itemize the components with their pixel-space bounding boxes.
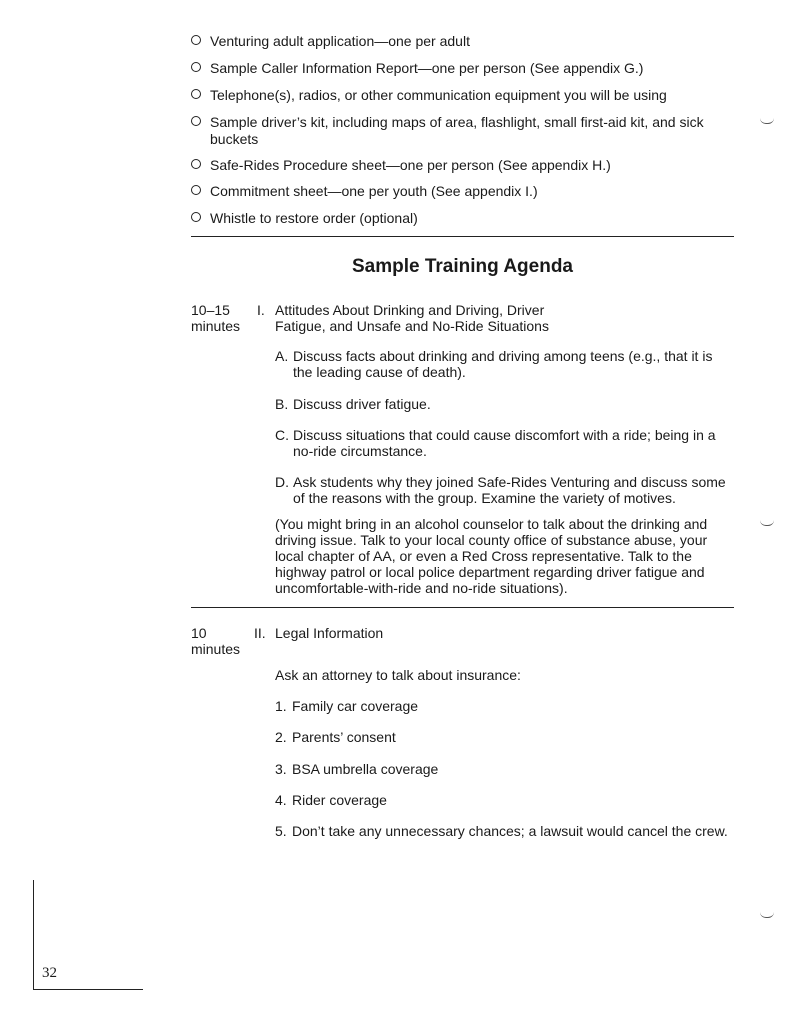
numbered-item — [275, 761, 745, 777]
checklist-item — [191, 183, 731, 200]
item-text: Family car coverage — [292, 698, 419, 714]
item-text: Rider coverage — [292, 792, 387, 808]
page-number: 32 — [42, 965, 57, 981]
binding-mark — [760, 912, 774, 918]
section-time: 10–15 minutes — [191, 302, 241, 334]
agenda-subitem — [275, 474, 731, 506]
section-heading: Attitudes About Drinking and Driving, Driver Fatigue, and Unsafe and No-Ride Situations — [275, 302, 549, 334]
section-numeral: II. — [254, 625, 266, 641]
checklist-item — [191, 60, 731, 77]
section-note: (You might bring in an alcohol counselor to talk about the drinking and driving issue. Talk to your local county office of substance abuse, your local chapter of AA, or even a Red Cross representative. Talk to the highway patrol or local police department regarding driver fatigue and uncomfortable-with-ride and no-ride situations). — [275, 516, 708, 596]
divider — [191, 236, 734, 237]
item-number: 2. — [275, 729, 287, 745]
checkbox-circle-icon — [191, 35, 201, 45]
numbered-item — [275, 792, 745, 808]
checklist-item-text: Venturing adult application—one per adult — [210, 33, 470, 49]
subitem-letter: A. — [275, 348, 289, 364]
subitem-text: Ask students why they joined Safe-Rides Venturing and discuss some of the reasons with the group. Examine the variety of motives. — [293, 474, 726, 506]
item-text: Parents’ consent — [292, 729, 396, 745]
checkbox-circle-icon — [191, 62, 201, 72]
agenda-subitem — [275, 396, 731, 412]
item-number: 3. — [275, 761, 287, 777]
divider — [191, 607, 734, 608]
checkbox-circle-icon — [191, 185, 201, 195]
checklist-item-text: Sample driver’s kit, including maps of area, flashlight, small first-aid kit, and sick buckets — [210, 114, 704, 147]
checklist-item-text: Telephone(s), radios, or other communication equipment you will be using — [210, 87, 667, 103]
binding-mark — [760, 520, 774, 526]
numbered-item — [275, 698, 745, 714]
checklist-item-text: Sample Caller Information Report—one per person (See appendix G.) — [210, 60, 644, 76]
numbered-item — [275, 823, 745, 839]
subitem-text: Discuss situations that could cause discomfort with a ride; being in a no-ride circumstance. — [293, 427, 716, 459]
page-title: Sample Training Agenda — [351, 256, 573, 277]
checkbox-circle-icon — [191, 212, 201, 222]
numbered-item — [275, 729, 745, 745]
section-intro: Ask an attorney to talk about insurance: — [275, 667, 521, 683]
subitem-letter: D. — [275, 474, 289, 490]
checklist-item-text: Safe-Rides Procedure sheet—one per person (See appendix H.) — [210, 157, 611, 173]
checklist-item — [191, 33, 731, 50]
checklist-item — [191, 157, 731, 174]
section-heading: Legal Information — [275, 625, 384, 641]
checklist-item — [191, 114, 721, 148]
item-number: 5. — [275, 823, 287, 839]
checkbox-circle-icon — [191, 89, 201, 99]
checklist-item — [191, 87, 731, 104]
margin-rule-horizontal — [33, 989, 143, 990]
section-numeral: I. — [257, 302, 265, 318]
item-text: BSA umbrella coverage — [292, 761, 439, 777]
subitem-letter: C. — [275, 427, 289, 443]
item-number: 1. — [275, 698, 287, 714]
checklist-item — [191, 210, 731, 227]
binding-mark — [760, 118, 774, 124]
agenda-subitem — [275, 427, 731, 459]
subitem-letter: B. — [275, 396, 289, 412]
checkbox-circle-icon — [191, 116, 201, 126]
item-number: 4. — [275, 792, 287, 808]
item-text: Don’t take any unnecessary chances; a lawsuit would cancel the crew. — [292, 823, 728, 839]
checkbox-circle-icon — [191, 159, 201, 169]
checklist-item-text: Whistle to restore order (optional) — [210, 210, 418, 226]
subitem-text: Discuss facts about drinking and driving among teens (e.g., that it is the leading cause of death). — [293, 348, 713, 380]
agenda-subitem — [275, 348, 731, 380]
subitem-text: Discuss driver fatigue. — [293, 396, 431, 412]
section-time: 10 minutes — [191, 625, 241, 657]
checklist-item-text: Commitment sheet—one per youth (See appendix I.) — [210, 183, 538, 199]
margin-rule-vertical — [33, 880, 34, 990]
